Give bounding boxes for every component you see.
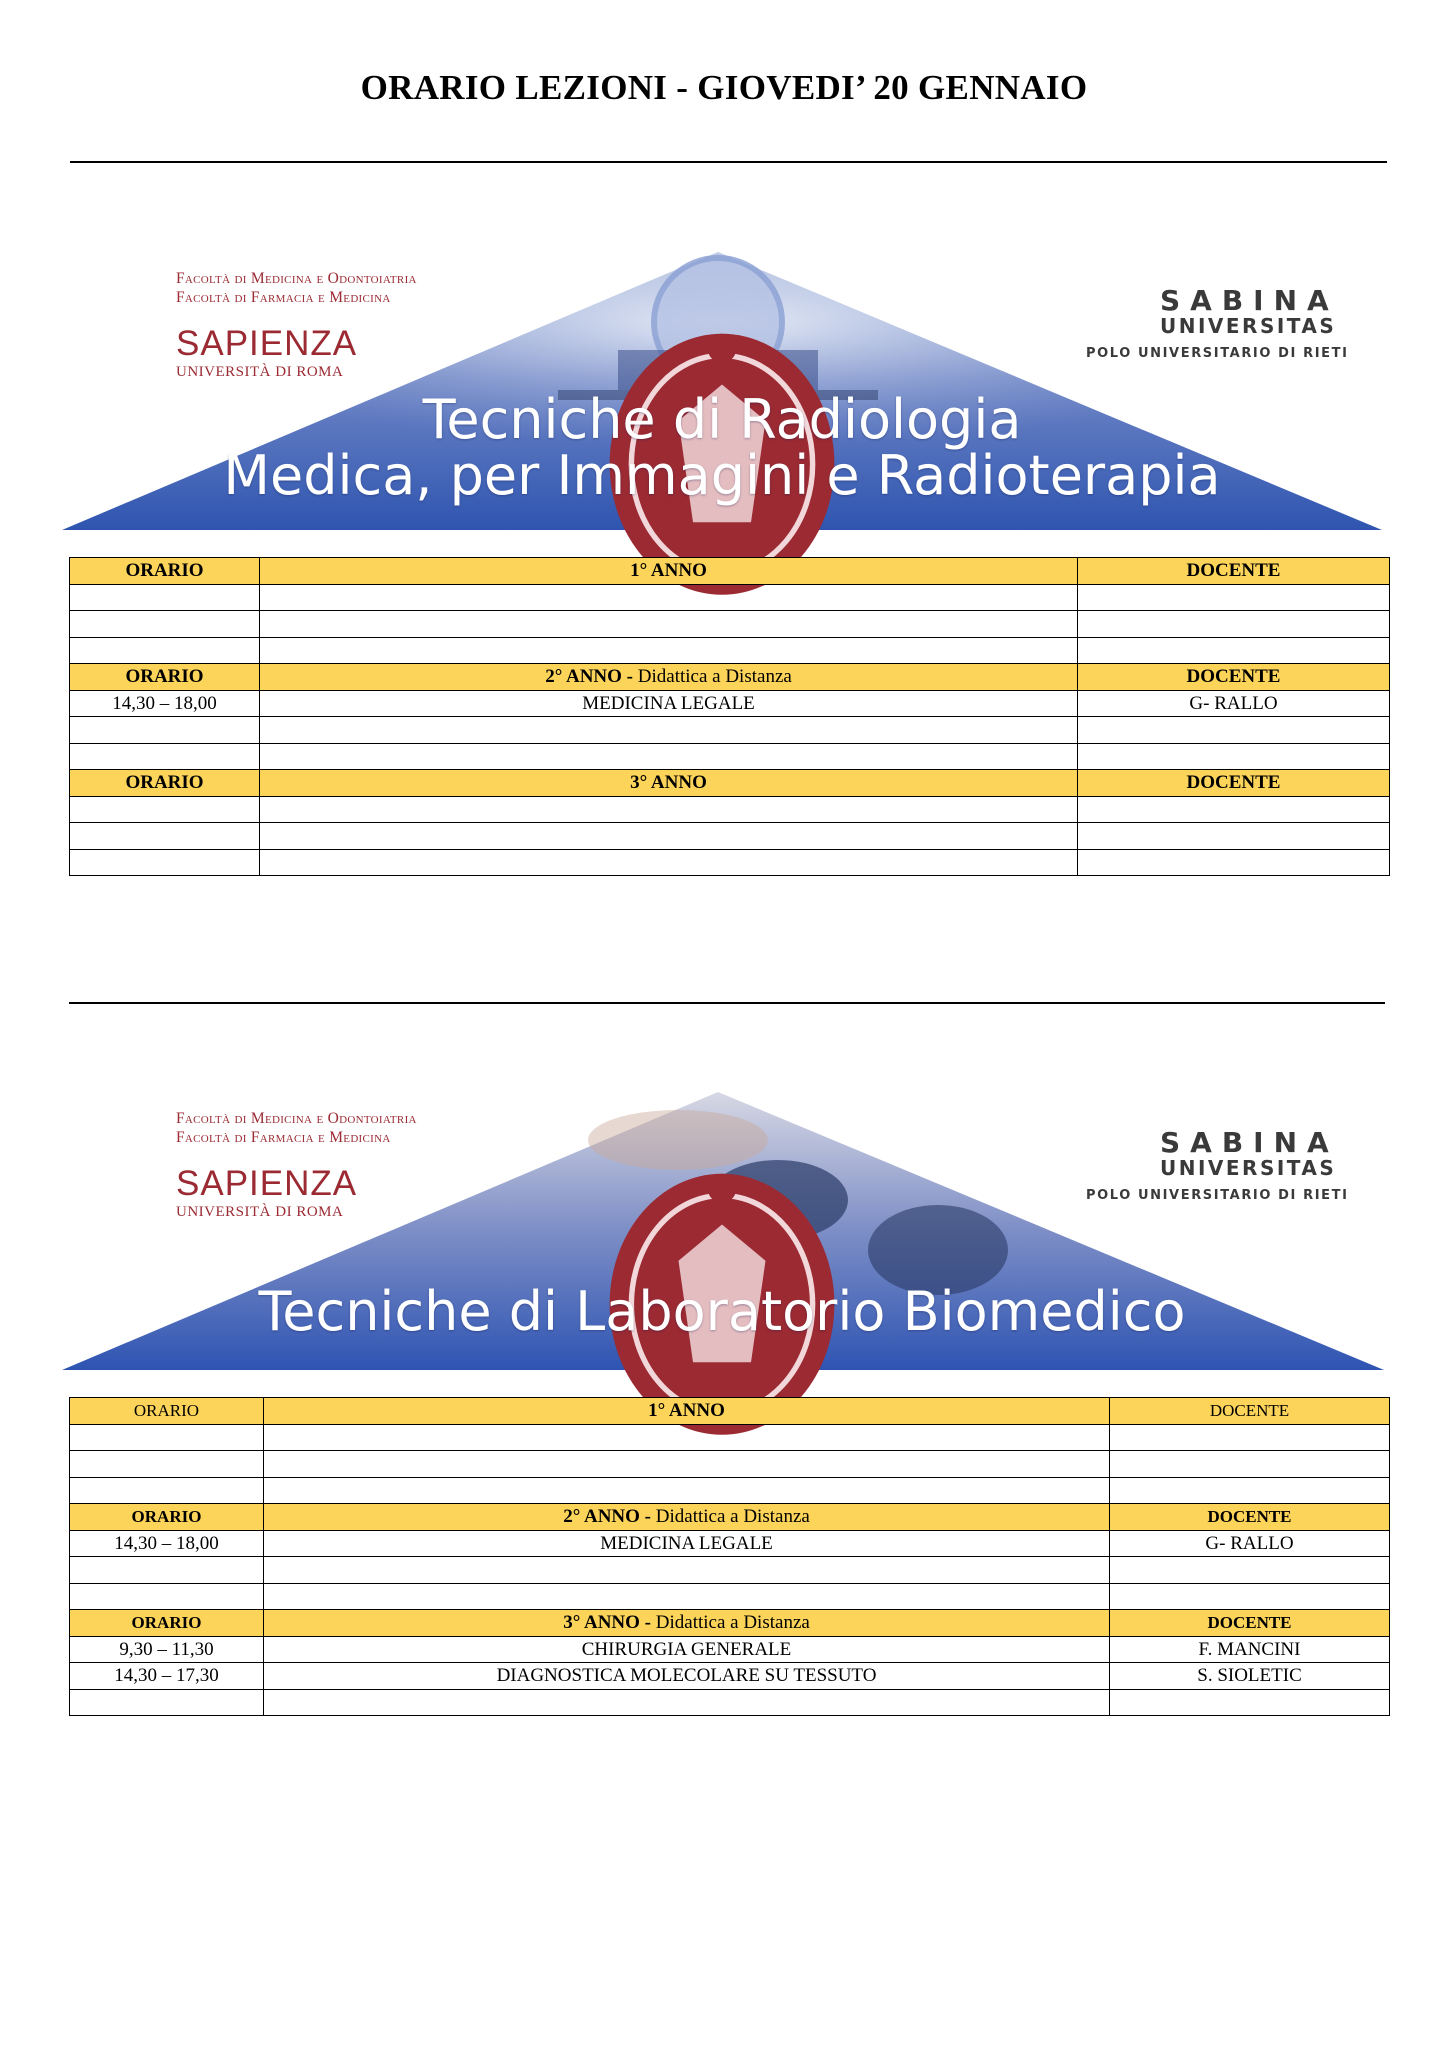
cell-time xyxy=(70,743,260,770)
header-teacher: DOCENTE xyxy=(1078,770,1390,797)
sabina-logo: SABINA UNIVERSITAS POLO UNIVERSITARIO DI RIETI xyxy=(1070,284,1370,364)
table-row xyxy=(70,1424,1390,1451)
table-header-row xyxy=(70,1398,1390,1425)
cell-subject: CHIRURGIA GENERALE xyxy=(264,1636,1110,1663)
cell-subject xyxy=(260,717,1078,744)
cell-time xyxy=(70,584,260,611)
cell-subject: DIAGNOSTICA MOLECOLARE SU TESSUTO xyxy=(264,1663,1110,1690)
course-title-line2: Medica, per Immagini e Radioterapia xyxy=(223,444,1221,507)
faculty-label: Facoltà di Medicina e Odontoiatria Facoltà di Farmacia e Medicina xyxy=(176,270,417,306)
cell-teacher: G- RALLO xyxy=(1110,1530,1390,1557)
divider-top xyxy=(70,161,1387,163)
cell-subject xyxy=(260,743,1078,770)
header-year xyxy=(260,558,1078,585)
table-row xyxy=(70,584,1390,611)
cell-teacher xyxy=(1078,611,1390,638)
cell-time xyxy=(70,637,260,664)
table-row xyxy=(70,1663,1390,1690)
cell-subject xyxy=(264,1424,1110,1451)
sapienza-name: SAPIENZA xyxy=(176,324,358,363)
year-label: 2° ANNO - xyxy=(563,1506,652,1528)
schedule-table-radiology xyxy=(69,557,1390,876)
cell-subject xyxy=(264,1557,1110,1584)
header-time: ORARIO xyxy=(70,664,260,691)
cell-time xyxy=(70,1583,264,1610)
header-year xyxy=(264,1610,1110,1637)
header-time: ORARIO xyxy=(70,1610,264,1637)
cell-time xyxy=(70,1689,264,1716)
header-time: ORARIO xyxy=(70,558,260,585)
year-label: 1° ANNO xyxy=(648,1400,725,1422)
cell-teacher xyxy=(1078,717,1390,744)
table-header-row xyxy=(70,664,1390,691)
cell-teacher xyxy=(1110,1689,1390,1716)
cell-teacher xyxy=(1110,1477,1390,1504)
cell-subject xyxy=(264,1477,1110,1504)
cell-time xyxy=(70,611,260,638)
faculty-label: Facoltà di Medicina e Odontoiatria Facoltà di Farmacia e Medicina xyxy=(176,1110,417,1146)
header-time: ORARIO xyxy=(70,1504,264,1531)
year-mode: Didattica a Distanza xyxy=(651,1612,810,1634)
cell-time: 14,30 – 18,00 xyxy=(70,1530,264,1557)
table-header-row xyxy=(70,1504,1390,1531)
cell-time xyxy=(70,717,260,744)
year-mode: Didattica a Distanza xyxy=(651,1506,810,1528)
cell-time: 14,30 – 18,00 xyxy=(70,690,260,717)
cell-time xyxy=(70,823,260,850)
cell-subject xyxy=(260,584,1078,611)
cell-time xyxy=(70,1424,264,1451)
cell-time xyxy=(70,796,260,823)
year-label: 2° ANNO - xyxy=(545,666,634,688)
cell-time: 9,30 – 11,30 xyxy=(70,1636,264,1663)
table-header-row xyxy=(70,1610,1390,1637)
page-title: ORARIO LEZIONI - GIOVEDI’ 20 GENNAIO xyxy=(360,68,1088,107)
cell-teacher xyxy=(1078,584,1390,611)
table-row xyxy=(70,743,1390,770)
course-title-line1: Tecniche di Laboratorio Biomedico xyxy=(258,1280,1186,1343)
course-banner-radiology xyxy=(58,240,1386,530)
table-row xyxy=(70,611,1390,638)
table-row xyxy=(70,637,1390,664)
cell-time xyxy=(70,849,260,876)
header-time: ORARIO xyxy=(70,770,260,797)
header-year xyxy=(264,1504,1110,1531)
cell-teacher xyxy=(1078,849,1390,876)
year-label: 3° ANNO - xyxy=(563,1612,652,1634)
cell-subject xyxy=(260,849,1078,876)
cell-time: 14,30 – 17,30 xyxy=(70,1663,264,1690)
table-row xyxy=(70,1557,1390,1584)
table-row xyxy=(70,1636,1390,1663)
table-row xyxy=(70,1477,1390,1504)
header-teacher: DOCENTE xyxy=(1110,1610,1390,1637)
cell-time xyxy=(70,1451,264,1478)
cell-teacher xyxy=(1110,1451,1390,1478)
cell-subject xyxy=(264,1583,1110,1610)
table-row xyxy=(70,1451,1390,1478)
table-header-row xyxy=(70,770,1390,797)
cell-subject: MEDICINA LEGALE xyxy=(264,1530,1110,1557)
table-row xyxy=(70,796,1390,823)
cell-teacher: S. SIOLETIC xyxy=(1110,1663,1390,1690)
cell-subject xyxy=(260,611,1078,638)
year-label: 3° ANNO xyxy=(630,772,707,794)
header-teacher: DOCENTE xyxy=(1110,1398,1390,1425)
sapienza-name: SAPIENZA xyxy=(176,1164,358,1203)
cell-subject xyxy=(260,637,1078,664)
course-banner-laboratory xyxy=(58,1080,1386,1370)
table-row xyxy=(70,849,1390,876)
cell-time xyxy=(70,1557,264,1584)
table-row xyxy=(70,1689,1390,1716)
cell-teacher xyxy=(1078,637,1390,664)
cell-teacher: G- RALLO xyxy=(1078,690,1390,717)
year-label: 1° ANNO xyxy=(630,560,707,582)
table-row xyxy=(70,1530,1390,1557)
cell-time xyxy=(70,1477,264,1504)
divider-middle xyxy=(69,1002,1385,1004)
table-row xyxy=(70,1583,1390,1610)
cell-teacher xyxy=(1110,1424,1390,1451)
schedule-table-laboratory xyxy=(69,1397,1390,1716)
header-teacher: DOCENTE xyxy=(1110,1504,1390,1531)
table-row xyxy=(70,690,1390,717)
cell-subject xyxy=(264,1451,1110,1478)
cell-subject xyxy=(260,823,1078,850)
sapienza-subtitle: UNIVERSITÀ DI ROMA xyxy=(176,1204,344,1220)
cell-teacher: F. MANCINI xyxy=(1110,1636,1390,1663)
cell-subject xyxy=(264,1689,1110,1716)
cell-subject: MEDICINA LEGALE xyxy=(260,690,1078,717)
header-year xyxy=(264,1398,1110,1425)
header-teacher: DOCENTE xyxy=(1078,558,1390,585)
sapienza-subtitle: UNIVERSITÀ DI ROMA xyxy=(176,364,344,380)
cell-teacher xyxy=(1078,796,1390,823)
cell-subject xyxy=(260,796,1078,823)
table-row xyxy=(70,717,1390,744)
sabina-logo: SABINA UNIVERSITAS POLO UNIVERSITARIO DI RIETI xyxy=(1070,1126,1370,1206)
header-teacher: DOCENTE xyxy=(1078,664,1390,691)
header-year xyxy=(260,664,1078,691)
course-title-line1: Tecniche di Radiologia xyxy=(422,388,1022,451)
cell-teacher xyxy=(1110,1557,1390,1584)
table-row xyxy=(70,823,1390,850)
cell-teacher xyxy=(1078,823,1390,850)
cell-teacher xyxy=(1078,743,1390,770)
header-time: ORARIO xyxy=(70,1398,264,1425)
year-mode: Didattica a Distanza xyxy=(633,666,792,688)
table-header-row xyxy=(70,558,1390,585)
cell-teacher xyxy=(1110,1583,1390,1610)
header-year xyxy=(260,770,1078,797)
